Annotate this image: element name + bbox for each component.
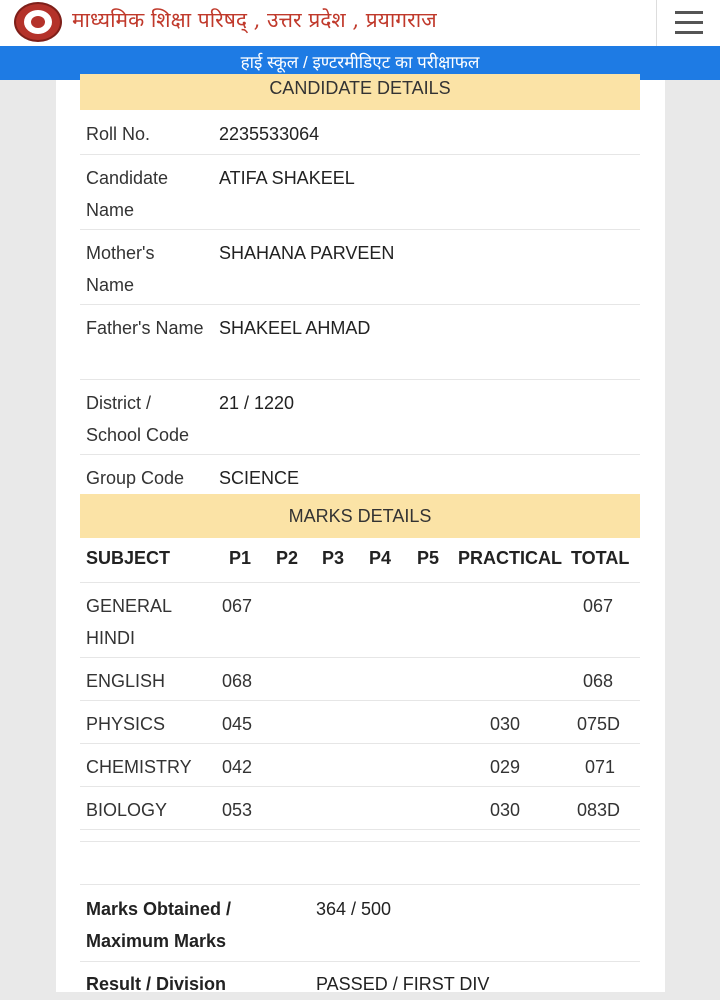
detail-value: SCIENCE [219,468,300,488]
result-banner: हाई स्कूल / इण्टरमीडिएट का परीक्षाफल [0,46,720,80]
p1-cell: 067 [222,596,253,616]
total-cell: 067 [583,596,614,616]
subject-cell: CHEMISTRY [86,757,192,777]
result-label: Result / Division [86,974,227,994]
detail-label: Group Code [86,468,185,488]
total-cell: 075D [577,714,621,734]
subject-cell: ENGLISH [86,671,166,691]
table-row [80,743,640,787]
col-header-subject: SUBJECT [86,548,171,568]
col-header-p2: P2 [276,548,299,568]
detail-label: Roll No. [86,124,151,144]
result-value: PASSED / FIRST DIV [316,974,490,994]
col-header-p1: P1 [229,548,252,568]
col-header-total: TOTAL [571,548,630,568]
table-row [80,700,640,744]
table-spacer-row [80,829,640,842]
detail-row-name [80,154,640,230]
detail-row-father [80,304,640,380]
detail-row-group [80,454,640,494]
p1-cell: 053 [222,800,253,820]
top-header [0,0,720,47]
detail-label: District / School Code [86,393,190,445]
detail-label: Mother's Name [86,243,155,295]
practical-cell: 029 [490,757,521,777]
detail-label: Candidate Name [86,168,169,220]
detail-row-school-code [80,379,640,455]
subject-cell: GENERAL HINDI [86,596,172,648]
detail-value: SHAHANA PARVEEN [219,243,395,263]
marks-obtained-value: 364 / 500 [316,899,392,919]
subject-cell: BIOLOGY [86,800,168,820]
hamburger-menu-icon[interactable] [656,0,720,46]
up-board-emblem-icon[interactable] [14,2,62,42]
detail-value: ATIFA SHAKEEL [219,168,355,188]
practical-cell: 030 [490,800,521,820]
total-cell: 068 [583,671,614,691]
col-header-p4: P4 [369,548,392,568]
detail-value: 2235533064 [219,124,320,144]
detail-value: SHAKEEL AHMAD [219,318,371,338]
detail-row-mother [80,229,640,305]
col-header-p3: P3 [322,548,345,568]
site-title: माध्यमिक शिक्षा परिषद् , उत्तर प्रदेश , प्रयागराज [72,8,437,32]
candidate-details-heading: CANDIDATE DETAILS [80,74,640,110]
subject-cell: PHYSICS [86,714,166,734]
total-cell: 083D [577,800,621,820]
p1-cell: 068 [222,671,253,691]
summary-row-result [80,960,640,992]
detail-row-roll [80,110,640,155]
practical-cell: 030 [490,714,521,734]
total-cell: 071 [585,757,616,777]
col-header-practical: PRACTICAL [458,548,562,568]
summary-row-marks [80,884,640,962]
detail-label: Father's Name [86,318,204,338]
p1-cell: 042 [222,757,253,777]
table-row [80,582,640,658]
table-row [80,657,640,701]
detail-value: 21 / 1220 [219,393,295,413]
marks-obtained-label: Marks Obtained / Maximum Marks [86,899,232,951]
marks-details-heading: MARKS DETAILS [80,494,640,538]
table-row [80,786,640,830]
col-header-p5: P5 [417,548,440,568]
p1-cell: 045 [222,714,253,734]
